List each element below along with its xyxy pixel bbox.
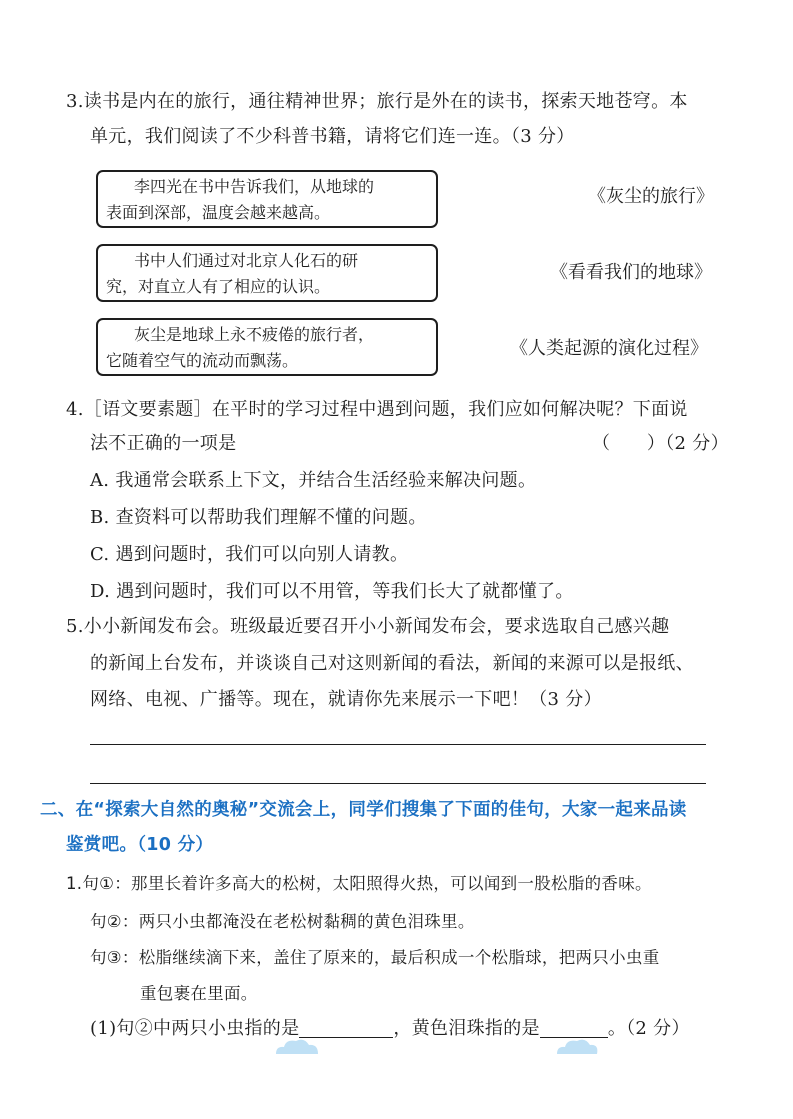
match-box-3-line-1: 灰尘是地球上永不疲倦的旅行者， [134,325,375,344]
cloud-icon [272,1036,322,1056]
match-box-1-line-2: 表面到深部，温度会越来越高。 [106,203,331,222]
sentence-2: 句②：两只小虫都淹没在老松树黏稠的黄色泪珠里。 [90,912,475,931]
sentence-1: 1.句①：那里长着许多高大的松树，太阳照得火热，可以闻到一股松脂的香味。 [66,874,652,893]
book-title-1[interactable]: 《灰尘的旅行》 [588,186,714,207]
section-2-heading-line-2: 鉴赏吧。（10 分） [66,835,214,855]
sub-question-1-part-a: (1)句②中两只小虫指的是 [90,1018,300,1039]
book-title-3[interactable]: 《人类起源的演化过程》 [510,338,708,359]
cloud-icon [553,1036,601,1056]
match-box-1[interactable] [96,170,438,228]
section-2-heading-line-1: 二、在“探索大自然的奥秘”交流会上，同学们搜集了下面的佳句，大家一起来品读 [40,800,687,820]
sentence-3-line-1: 句③：松脂继续滴下来，盖住了原来的，最后积成一个松脂球，把两只小虫重 [90,948,660,967]
book-title-2[interactable]: 《看看我们的地球》 [550,262,712,283]
q4-option-c[interactable]: C. 遇到问题时，我们可以向别人请教。 [90,544,409,565]
match-box-2[interactable] [96,244,438,302]
match-box-3-line-2: 它随着空气的流动而飘荡。 [106,351,299,370]
sentence-3-line-2: 重包裹在里面。 [140,984,258,1003]
q5-line-1: 5.小小新闻发布会。班级最近要召开小小新闻发布会，要求选取自己感兴趣 [66,616,670,637]
q4-answer-paren[interactable]: （ ）（2 分） [592,433,729,454]
q4-option-b[interactable]: B. 查资料可以帮助我们理解不懂的问题。 [90,507,427,528]
q4-option-d[interactable]: D. 遇到问题时，我们可以不用管，等我们长大了就都懂了。 [90,581,574,602]
answer-line-2[interactable] [90,783,706,784]
q5-line-3: 网络、电视、广播等。现在，就请你先来展示一下吧！（3 分） [90,689,602,710]
q3-line-2: 单元，我们阅读了不少科普书籍，请将它们连一连。（3 分） [90,126,575,147]
q4-line-2: 法不正确的一项是 [90,433,237,454]
match-box-1-line-1: 李四光在书中告诉我们，从地球的 [134,177,375,196]
q4-option-a[interactable]: A. 我通常会联系上下文，并结合生活经验来解决问题。 [90,470,537,491]
q3-line-1: 3.读书是内在的旅行，通往精神世界；旅行是外在的读书，探索天地苍穹。本 [66,91,688,112]
answer-line-1[interactable] [90,744,706,745]
sub-question-1-part-c: 。（2 分） [607,1018,690,1039]
match-box-2-line-2: 究，对直立人有了相应的认识。 [106,277,331,296]
sub-question-1-part-b: ，黄色泪珠指的是 [393,1018,540,1039]
q5-line-2: 的新闻上台发布，并谈谈自己对这则新闻的看法，新闻的来源可以是报纸、 [90,653,694,674]
match-box-3[interactable] [96,318,438,376]
match-box-2-line-1: 书中人们通过对北京人化石的研 [134,251,359,270]
q4-line-1: 4.［语文要素题］在平时的学习过程中遇到问题，我们应如何解决呢？下面说 [66,399,688,420]
